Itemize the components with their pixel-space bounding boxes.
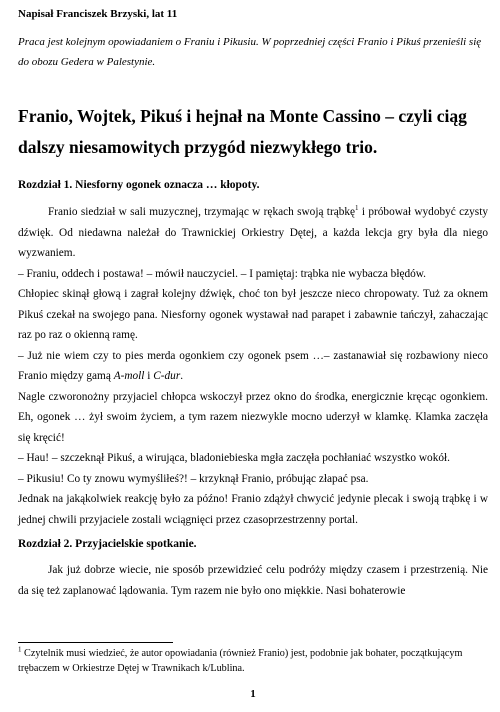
text-run: Franio siedział w sali muzycznej, trzymając w rękach swoją trąbkę xyxy=(48,206,356,218)
chapter-2-body xyxy=(18,560,488,601)
dialogue-line: – Franiu, oddech i postawa! – mówił nauczyciel. – I pamiętaj: trąbka nie wybacza błędów. xyxy=(18,267,427,280)
paragraph: Chłopiec skinął głową i zagrał kolejny dźwięk, choć ton był jeszcze nieco chropowaty. Tuż za oknem Pikuś czekał na swojego pana. Niesforny ogonek wystawał nad parapet i zabawnie tańczył, zahaczając raz po raz o okienną ramę. xyxy=(18,288,488,341)
text-run: . xyxy=(180,370,184,382)
scale-name: A-moll xyxy=(113,370,145,382)
paragraph: Nagle czworonożny przyjaciel chłopca wskoczył przez okno do środka, energicznie kręcąc ogonkiem. Eh, ogonek … żył swoim życiem, a tym razem niezwykle mocno uderzył w klamkę. Klamka zaczęła się kręcić! xyxy=(18,390,488,444)
scale-name: C-dur xyxy=(153,370,181,382)
dialogue-line: – Hau! – szczeknął Pikuś, a wirująca, bladoniebieska mgła zaczęła pochłaniać wszystko wokół. xyxy=(18,452,450,464)
dialogue-line: – Pikusiu! Co ty znowu wymyśliłeś?! – krzyknął Franio, próbując złapać psa. xyxy=(18,472,369,485)
text-run: – Już nie wiem czy to pies merda ogonkiem czy ogonek psem …– zastanawiał się rozbawiony nieco Franio między gamą xyxy=(18,349,488,382)
paragraph xyxy=(18,202,488,264)
author-line: Napisał Franciszek Brzyski, lat 11 xyxy=(18,8,178,20)
chapter-2-heading: Rozdział 2. Przyjacielskie spotkanie. xyxy=(18,538,197,550)
page-number: 1 xyxy=(250,688,256,700)
dialogue-line xyxy=(18,346,488,387)
footnote-ref[interactable]: 1 xyxy=(355,204,359,213)
text-run: i xyxy=(144,370,154,382)
text-run: i próbował wydobyć czysty dźwięk. Od niedawna należał do Trawnickiej Orkiestry Dętej, a każda lekcja gry była dla niego wyzwaniem. xyxy=(18,206,488,259)
paragraph: Jak już dobrze wiecie, nie sposób przewidzieć celu podróży między czasem i przestrzenią. Nie da się też zaplanować lądowania. Tym razem nie było ono miękkie. Nasi bohaterowie xyxy=(18,564,488,597)
story-title: Franio, Wojtek, Pikuś i hejnał na Monte Cassino – czyli ciąg dalszy niesamowitych przygód niezwykłego trio. xyxy=(18,106,467,157)
footnote-marker: 1 xyxy=(18,645,22,654)
paragraph: Jednak na jakąkolwiek reakcję było za późno! Franio zdążył chwycić jedynie plecak i swoją trąbkę i w jednej chwili przyjaciele zostali wciągnięci przez czasoprzestrzenny portal. xyxy=(18,493,488,526)
chapter-1-heading: Rozdział 1. Niesforny ogonek oznacza … kłopoty. xyxy=(18,179,260,191)
footnote-text: Czytelnik musi wiedzieć, że autor opowiadania (również Franio) jest, podobnie jak bohater, początkującym trębaczem w Orkiestrze Dętej w Trawnikach k/Lublina. xyxy=(18,648,463,674)
footnote-separator xyxy=(18,642,173,643)
intro-note: Praca jest kolejnym opowiadaniem o Franiu i Pikusiu. W poprzedniej części Franio i Pikuś przenieśli się do obozu Gedera w Palestynie. xyxy=(18,36,482,68)
footnote xyxy=(18,647,488,676)
chapter-1-body xyxy=(18,202,488,530)
